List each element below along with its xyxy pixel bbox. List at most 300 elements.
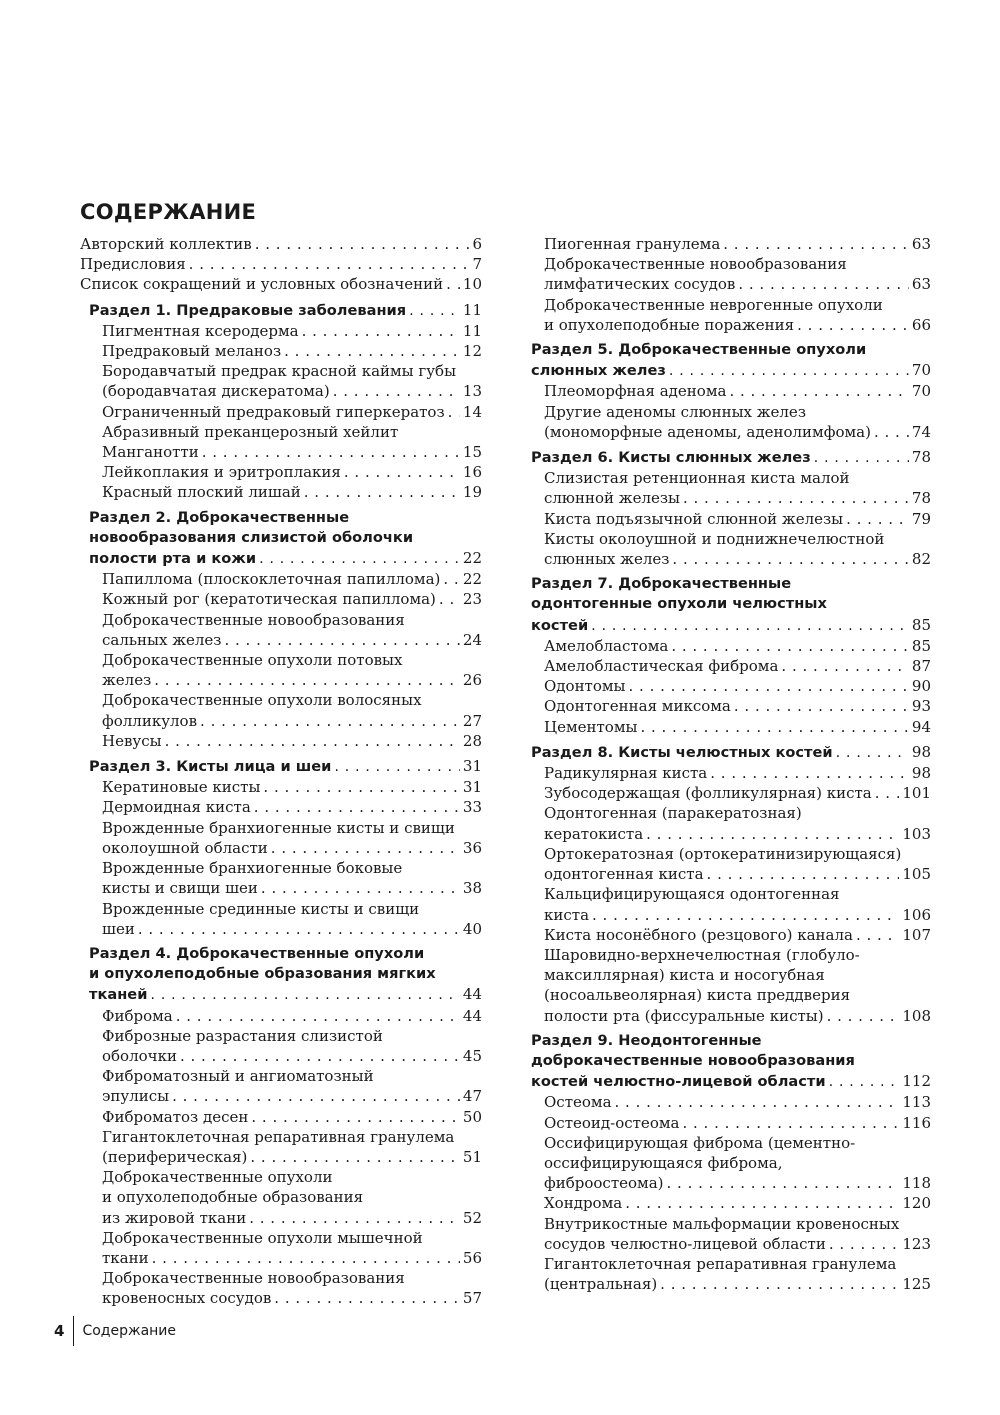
toc-entry-text: Доброкачественные новообразования — [102, 1269, 405, 1288]
dot-leader — [615, 1092, 900, 1112]
toc-page-number: 66 — [911, 315, 931, 334]
toc-entry-text: Остеома — [544, 1093, 612, 1112]
toc-entry-text: Кератиновые кисты — [102, 778, 261, 797]
toc-entry[interactable] — [531, 295, 931, 335]
dot-leader — [814, 448, 909, 468]
toc-entry[interactable] — [531, 717, 931, 737]
toc-page-number: 70 — [911, 382, 931, 401]
toc-page-number: 70 — [911, 361, 931, 380]
toc-entry-text: Раздел 9. Неодонтогенные — [531, 1031, 762, 1049]
dot-leader — [154, 670, 460, 690]
toc-page-number: 85 — [911, 636, 931, 655]
dot-leader — [138, 919, 460, 939]
toc-entry[interactable] — [80, 589, 482, 609]
dot-leader — [875, 783, 900, 803]
toc-entry[interactable] — [531, 1214, 931, 1254]
toc-entry-text: оболочки — [102, 1046, 177, 1065]
toc-entry[interactable] — [80, 422, 482, 462]
toc-page-number: 44 — [462, 985, 482, 1004]
dot-leader — [284, 341, 460, 361]
dot-leader — [152, 1248, 460, 1268]
dot-leader — [165, 731, 460, 751]
dot-leader — [667, 1173, 900, 1193]
toc-entry[interactable] — [80, 1127, 482, 1167]
toc-entry-text: Раздел 3. Кисты лица и шеи — [89, 758, 332, 776]
toc-entry-text: лимфатических сосудов — [544, 275, 736, 294]
toc-section[interactable] — [80, 756, 482, 777]
toc-page-number: 14 — [462, 402, 482, 421]
toc-page-number: 120 — [902, 1194, 931, 1213]
toc-entry-text: Врожденные бранхиогенные боковые — [102, 859, 403, 878]
footer-divider — [73, 1316, 74, 1346]
toc-entry[interactable] — [531, 1092, 931, 1112]
toc-page-number: 23 — [462, 590, 482, 609]
toc-entry[interactable] — [531, 509, 931, 529]
toc-page-number: 98 — [911, 764, 931, 783]
toc-page-number: 11 — [462, 321, 482, 340]
toc-entry-text: Зубосодержащая (фолликулярная) киста — [544, 784, 872, 803]
dot-leader — [200, 711, 460, 731]
toc-entry-text: фиброостеома) — [544, 1174, 664, 1193]
dot-leader — [640, 717, 908, 737]
dot-leader — [302, 321, 460, 341]
toc-section[interactable] — [531, 447, 931, 468]
toc-entry-text: слюнных желез — [531, 362, 666, 380]
toc-entry[interactable] — [80, 858, 482, 898]
toc-section[interactable] — [80, 300, 482, 321]
dot-leader — [629, 676, 909, 696]
toc-entry-text: сосудов челюстно-лицевой области — [544, 1234, 826, 1253]
toc-entry-text: (центральная) — [544, 1275, 658, 1294]
dot-leader — [249, 1208, 460, 1228]
dot-leader — [827, 1006, 900, 1026]
toc-entry-text: Красный плоский лишай — [102, 483, 301, 502]
toc-entry[interactable] — [80, 482, 482, 502]
toc-entry-text: кератокиста — [544, 824, 644, 843]
dot-leader — [669, 361, 909, 381]
toc-entry[interactable] — [80, 610, 482, 650]
toc-entry-text: Фиброматозный и ангиоматозный — [102, 1067, 374, 1086]
dot-leader — [271, 838, 460, 858]
toc-entry[interactable] — [531, 1193, 931, 1213]
toc-page-number: 40 — [462, 919, 482, 938]
dot-leader — [781, 656, 908, 676]
toc-entry[interactable] — [531, 945, 931, 1026]
toc-entry-text: Одонтогенная миксома — [544, 697, 731, 716]
toc-page-number: 12 — [462, 342, 482, 361]
toc-column-right — [531, 234, 931, 1294]
toc-page-number: 38 — [462, 879, 482, 898]
toc-entry-text: Гигантоклеточная репаративная гранулема — [544, 1254, 897, 1273]
toc-entry-text: Цементомы — [544, 717, 638, 736]
dot-leader — [255, 234, 470, 254]
toc-page-number: 47 — [462, 1087, 482, 1106]
toc-entry-text: Шаровидно-верхнечелюстная (глобуло- — [544, 945, 860, 964]
toc-entry[interactable] — [531, 1254, 931, 1294]
toc-page-number: 103 — [902, 824, 931, 843]
toc-entry-text: Кисты околоушной и поднижнечелюстной — [544, 529, 885, 548]
toc-page-number: 27 — [462, 711, 482, 730]
toc-entry-text: Оссифицирующая фиброма (цементно- — [544, 1133, 856, 1152]
toc-entry-text: Пиогенная гранулема — [544, 235, 721, 253]
toc-entry[interactable] — [531, 676, 931, 696]
dot-leader — [334, 757, 460, 777]
toc-entry[interactable] — [80, 341, 482, 361]
toc-entry[interactable] — [80, 899, 482, 939]
toc-entry-text: Киста подъязычной слюнной железы — [544, 509, 844, 528]
toc-entry-text: Фиброматоз десен — [102, 1107, 249, 1126]
toc-entry-text: новообразования слизистой оболочки — [89, 528, 414, 546]
toc-entry-text: кисты и свищи шеи — [102, 879, 258, 898]
dot-leader — [710, 763, 909, 783]
toc-entry-text: шеи — [102, 919, 135, 938]
dot-leader — [261, 878, 460, 898]
toc-entry-text: желез — [102, 671, 152, 690]
toc-entry[interactable] — [80, 818, 482, 858]
toc-entry-text: Ортокератозная (ортокератинизирующаяся) — [544, 844, 902, 863]
toc-page-number: 74 — [911, 422, 931, 441]
toc-entry-text: ткани — [102, 1248, 149, 1267]
toc-page-number: 45 — [462, 1046, 482, 1065]
toc-entry-text: одонтогенная киста — [544, 865, 704, 884]
toc-entry[interactable] — [80, 650, 482, 690]
toc-entry-text: костей челюстно-лицевой области — [531, 1073, 826, 1091]
toc-page-number: 116 — [902, 1113, 931, 1132]
toc-column-left — [80, 234, 482, 1309]
dot-leader — [448, 402, 460, 422]
toc-page-number: 24 — [462, 630, 482, 649]
toc-entry-text: Внутрикостные мальформации кровеносных — [544, 1214, 900, 1233]
dot-leader — [189, 254, 470, 274]
toc-entry[interactable] — [531, 529, 931, 569]
toc-entry-text: (бородавчатая дискератома) — [102, 382, 330, 401]
toc-page-number: 22 — [462, 549, 482, 568]
dot-leader — [836, 743, 909, 763]
toc-entry[interactable] — [531, 884, 931, 924]
toc-page-number: 56 — [462, 1248, 482, 1267]
toc-entry-text: Кальцифицирующаяся одонтогенная — [544, 885, 840, 904]
toc-page-number: 57 — [462, 1289, 482, 1308]
toc-entry-text: Гигантоклеточная репаративная гранулема — [102, 1127, 455, 1146]
toc-entry-text: Другие аденомы слюнных желез — [544, 402, 806, 421]
toc-entry-text: Пигментная ксеродерма — [102, 321, 299, 340]
toc-page-number: 31 — [462, 757, 482, 776]
toc-entry-text: максиллярная) киста и носогубная — [544, 966, 825, 985]
toc-entry-text: оссифицирующаяся фиброма, — [544, 1153, 783, 1172]
page-title: СОДЕРЖАНИЕ — [80, 200, 257, 224]
toc-section[interactable] — [531, 340, 931, 381]
toc-entry-text: Доброкачественные новообразования — [102, 610, 405, 629]
dot-leader — [202, 442, 460, 462]
dot-leader — [738, 274, 909, 294]
toc-entry[interactable] — [80, 1228, 482, 1268]
toc-entry-text: и опухолеподобные образования мягких — [89, 965, 436, 983]
toc-entry-text: одонтогенные опухоли челюстных — [531, 595, 827, 613]
dot-leader — [797, 315, 909, 335]
toc-entry-text: Врожденные бранхиогенные кисты и свищи — [102, 818, 455, 837]
toc-page-number: 22 — [462, 570, 482, 589]
toc-entry-text: и опухолеподобные поражения — [544, 315, 795, 334]
footer-label: Содержание — [82, 1323, 177, 1339]
toc-page-number: 63 — [911, 275, 931, 294]
toc-entry[interactable] — [80, 274, 482, 294]
dot-leader — [723, 234, 909, 254]
toc-entry[interactable] — [531, 254, 931, 294]
toc-entry[interactable] — [80, 234, 482, 254]
dot-leader — [672, 549, 908, 569]
toc-entry-text: Фиброзные разрастания слизистой — [102, 1026, 383, 1045]
toc-page-number: 78 — [911, 489, 931, 508]
toc-entry-text: полости рта (фиссуральные кисты) — [544, 1006, 824, 1025]
toc-section[interactable] — [80, 508, 482, 570]
toc-page-number: 79 — [911, 509, 931, 528]
toc-entry[interactable] — [80, 361, 482, 401]
toc-entry[interactable] — [80, 1107, 482, 1127]
toc-page-number: 123 — [902, 1234, 931, 1253]
dot-leader — [254, 797, 460, 817]
toc-page-number: 11 — [462, 300, 482, 319]
toc-page-number: 107 — [902, 925, 931, 944]
toc-entry[interactable] — [531, 636, 931, 656]
toc-page-number: 82 — [911, 550, 931, 569]
toc-entry-text: слюнных желез — [544, 550, 670, 569]
toc-entry-text: Папиллома (плоскоклеточная папиллома) — [102, 570, 441, 589]
toc-entry[interactable] — [80, 462, 482, 482]
dot-leader — [274, 1288, 460, 1308]
toc-entry[interactable] — [80, 1167, 482, 1228]
dot-leader — [683, 488, 909, 508]
toc-entry-text: Доброкачественные опухоли — [102, 1168, 333, 1187]
toc-entry-text: (носоальвеолярная) киста преддверия — [544, 986, 851, 1005]
toc-entry-text: Ограниченный предраковый гиперкератоз — [102, 402, 445, 421]
toc-entry-text: Кожный рог (кератотическая папиллома) — [102, 590, 436, 609]
toc-entry[interactable] — [531, 656, 931, 676]
toc-entry[interactable] — [80, 797, 482, 817]
dot-leader — [180, 1046, 460, 1066]
toc-entry-text: и опухолеподобные образования — [102, 1188, 364, 1207]
dot-leader — [251, 1107, 460, 1127]
toc-entry-text: Доброкачественные опухоли мышечной — [102, 1228, 423, 1247]
toc-entry-text: (периферическая) — [102, 1147, 248, 1166]
toc-entry[interactable] — [80, 777, 482, 797]
dot-leader — [707, 864, 900, 884]
toc-section[interactable] — [531, 574, 931, 636]
toc-page-number: 33 — [462, 798, 482, 817]
toc-entry-text: слюнной железы — [544, 489, 680, 508]
dot-leader — [682, 1113, 899, 1133]
dot-leader — [259, 549, 460, 569]
toc-entry-text: тканей — [89, 986, 148, 1004]
toc-entry[interactable] — [531, 844, 931, 884]
toc-entry-text: Раздел 8. Кисты челюстных костей — [531, 743, 833, 761]
toc-entry[interactable] — [531, 381, 931, 401]
toc-page-number: 118 — [902, 1174, 931, 1193]
toc-entry[interactable] — [531, 234, 931, 254]
dot-leader — [846, 509, 909, 529]
toc-entry[interactable] — [80, 321, 482, 341]
dot-leader — [660, 1274, 899, 1294]
toc-entry-text: костей — [531, 616, 589, 634]
toc-page-number: 98 — [911, 742, 931, 761]
dot-leader — [829, 1234, 900, 1254]
toc-page-number: 90 — [911, 677, 931, 696]
toc-entry-text: Бородавчатый предрак красной каймы губы — [102, 362, 457, 381]
toc-entry[interactable] — [80, 1026, 482, 1066]
toc-page-number: 7 — [472, 255, 482, 274]
toc-entry[interactable] — [531, 803, 931, 843]
toc-entry[interactable] — [80, 402, 482, 422]
toc-entry-text: Список сокращений и условных обозначений — [80, 275, 444, 294]
toc-entry-text: кровеносных сосудов — [102, 1289, 272, 1308]
toc-entry-text: Киста носонёбного (резцового) канала — [544, 925, 853, 944]
toc-page-number: 52 — [462, 1208, 482, 1227]
toc-page-number: 13 — [462, 382, 482, 401]
toc-page-number: 10 — [462, 275, 482, 294]
toc-page-number: 36 — [462, 838, 482, 857]
dot-leader — [333, 381, 460, 401]
toc-entry[interactable] — [531, 783, 931, 803]
toc-entry[interactable] — [80, 690, 482, 730]
toc-entry-text: Доброкачественные опухоли потовых — [102, 651, 403, 670]
toc-entry-text: Плеоморфная аденома — [544, 382, 727, 401]
toc-entry[interactable] — [80, 1006, 482, 1026]
toc-entry-text: Раздел 6. Кисты слюнных желез — [531, 449, 811, 467]
toc-entry-text: Лейкоплакия и эритроплакия — [102, 463, 341, 482]
toc-page-number: 16 — [462, 463, 482, 482]
dot-leader — [874, 422, 909, 442]
toc-entry-text: (мономорфные аденомы, аденолимфома) — [544, 422, 871, 441]
dot-leader — [172, 1086, 460, 1106]
toc-page-number: 101 — [902, 784, 931, 803]
toc-entry-text: Авторский коллектив — [80, 235, 252, 253]
dot-leader — [591, 616, 909, 636]
toc-page-number: 28 — [462, 731, 482, 750]
toc-page-number: 44 — [462, 1006, 482, 1025]
toc-entry-text: доброкачественные новообразования — [531, 1051, 855, 1069]
toc-entry-text: Доброкачественные неврогенные опухоли — [544, 295, 883, 314]
toc-page-number: 31 — [462, 778, 482, 797]
toc-entry-text: Одонтомы — [544, 677, 626, 696]
toc-entry-text: фолликулов — [102, 711, 198, 730]
toc-page-number: 94 — [911, 717, 931, 736]
toc-entry-text: Абразивный преканцерозный хейлит — [102, 422, 399, 441]
dot-leader — [446, 274, 460, 294]
dot-leader — [150, 985, 459, 1005]
toc-entry-text: Врожденные срединные кисты и свищи — [102, 899, 420, 918]
toc-entry-text: Раздел 4. Доброкачественные опухоли — [89, 944, 425, 962]
toc-entry[interactable] — [531, 925, 931, 945]
dot-leader — [829, 1072, 900, 1092]
toc-page-number: 105 — [902, 865, 931, 884]
toc-entry-text: Одонтогенная (паракератозная) — [544, 804, 802, 823]
toc-entry-text: Раздел 5. Доброкачественные опухоли — [531, 341, 867, 359]
page-footer — [54, 1318, 176, 1344]
toc-entry-text: околоушной области — [102, 838, 268, 857]
toc-page-number: 78 — [911, 448, 931, 467]
toc-section[interactable] — [531, 1031, 931, 1093]
dot-leader — [409, 301, 460, 321]
toc-entry-text: киста — [544, 905, 590, 924]
toc-entry-text: Раздел 2. Доброкачественные — [89, 508, 350, 526]
toc-entry-text: Амелобластическая фиброма — [544, 657, 779, 676]
dot-leader — [439, 589, 460, 609]
toc-entry[interactable] — [531, 1113, 931, 1133]
toc-entry[interactable] — [80, 1268, 482, 1308]
toc-page-number: 85 — [911, 615, 931, 634]
dot-leader — [671, 636, 909, 656]
footer-page-number: 4 — [54, 1322, 65, 1340]
toc-entry[interactable] — [80, 569, 482, 589]
toc-entry-text: из жировой ткани — [102, 1208, 247, 1227]
dot-leader — [344, 462, 460, 482]
dot-leader — [729, 381, 908, 401]
toc-page-number: 15 — [462, 443, 482, 462]
toc-page-number: 63 — [911, 235, 931, 253]
toc-entry[interactable] — [531, 402, 931, 442]
toc-entry-text: Предраковый меланоз — [102, 342, 282, 361]
dot-leader — [443, 569, 460, 589]
toc-entry-text: Амелобластома — [544, 636, 669, 655]
toc-entry[interactable] — [80, 731, 482, 751]
toc-entry-text: Манганотти — [102, 443, 199, 462]
toc-entry-text: Дермоидная киста — [102, 798, 251, 817]
toc-page-number: 108 — [902, 1006, 931, 1025]
dot-leader — [592, 905, 899, 925]
toc-page-number: 6 — [472, 235, 482, 253]
toc-entry[interactable] — [531, 763, 931, 783]
toc-entry-text: Раздел 7. Доброкачественные — [531, 575, 792, 593]
dot-leader — [304, 482, 460, 502]
toc-page-number: 51 — [462, 1147, 482, 1166]
toc-entry-text: эпулисы — [102, 1087, 170, 1106]
toc-entry-text: Остеоид-остеома — [544, 1113, 680, 1132]
toc-page-number: 125 — [902, 1275, 931, 1294]
toc-entry[interactable] — [531, 696, 931, 716]
toc-entry-text: Предисловия — [80, 255, 186, 274]
toc-entry-text: Хондрома — [544, 1194, 623, 1213]
toc-page-number: 50 — [462, 1107, 482, 1126]
toc-page-number: 113 — [902, 1093, 931, 1112]
toc-entry-text: Доброкачественные опухоли волосяных — [102, 691, 422, 710]
toc-page-number: 93 — [911, 697, 931, 716]
toc-page-number: 87 — [911, 657, 931, 676]
toc-entry-text: сальных желез — [102, 630, 222, 649]
dot-leader — [224, 630, 459, 650]
toc-entry-text: Слизистая ретенционная киста малой — [544, 469, 850, 488]
dot-leader — [625, 1193, 899, 1213]
dot-leader — [263, 777, 460, 797]
toc-entry-text: Раздел 1. Предраковые заболевания — [89, 301, 407, 319]
toc-page-number: 112 — [902, 1072, 931, 1091]
toc-page-number: 26 — [462, 671, 482, 690]
toc-entry[interactable] — [80, 1066, 482, 1106]
dot-leader — [646, 824, 899, 844]
toc-entry-text: полости рта и кожи — [89, 550, 257, 568]
toc-entry-text: Радикулярная киста — [544, 764, 708, 783]
dot-leader — [856, 925, 899, 945]
dot-leader — [250, 1147, 460, 1167]
toc-entry-text: Фиброма — [102, 1006, 173, 1025]
toc-entry[interactable] — [531, 468, 931, 508]
toc-entry-text: Доброкачественные новообразования — [544, 255, 847, 274]
toc-section[interactable] — [80, 944, 482, 1006]
toc-entry[interactable] — [531, 1133, 931, 1194]
toc-section[interactable] — [531, 742, 931, 763]
dot-leader — [734, 696, 909, 716]
toc-entry[interactable] — [80, 254, 482, 274]
toc-page-number: 106 — [902, 905, 931, 924]
toc-entry-text: Невусы — [102, 731, 162, 750]
